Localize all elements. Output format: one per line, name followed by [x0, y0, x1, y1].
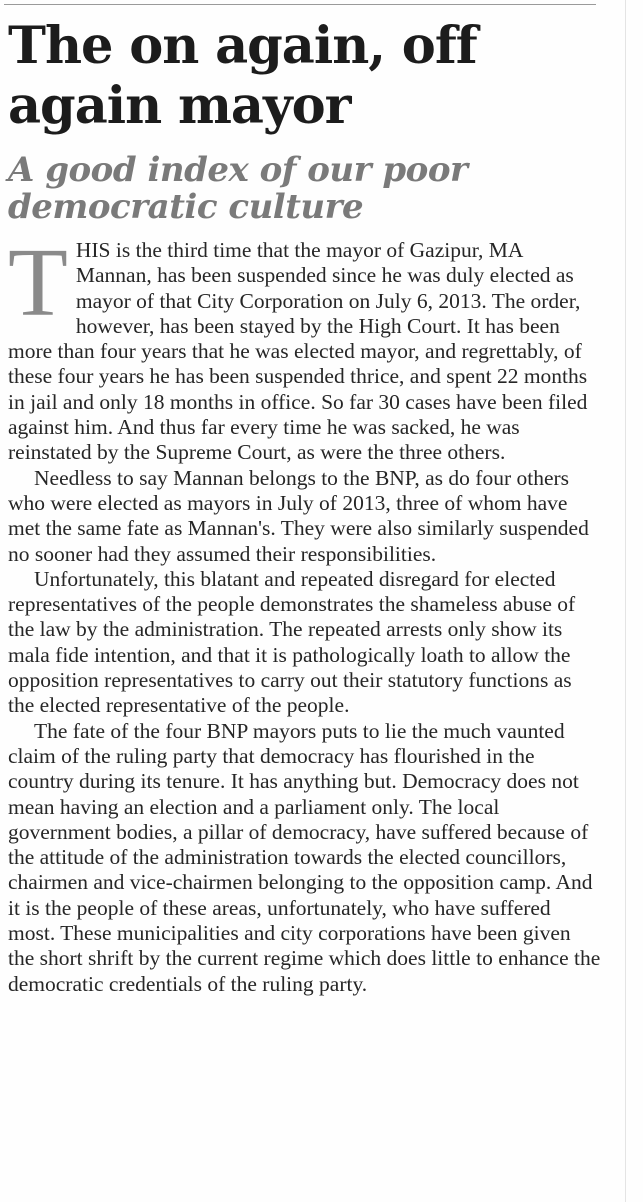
drop-cap-letter: T: [8, 229, 68, 337]
article-paragraph-1: [8, 229, 602, 466]
article-paragraph-4: The fate of the four BNP mayors puts to lie the much vaunted claim of the ruling party that democracy has flourished in the country during its tenure. It has anything but. Democracy does not mean having an election and a parliament only. The local government bodies, a pillar of democracy, have suffered because of the attitude of the administration towards the elected councillors, chairmen and vice-chairmen belonging to the opposition camp. And it is the people of these areas, unfortunately, who have suffered most. These municipalities and city corporations have been given the short shrift by the current regime which does little to enhance the democratic credentials of the ruling party.: [8, 718, 601, 996]
article-paragraph-3: Unfortunately, this blatant and repeated disregard for elected representatives of the people demonstrates the shameless abuse of the law by the administration. The repeated arrests only show its mala fide intention, and that it is pathologically loath to allow the opposition representatives to carry out their statutory functions as the elected representative of the people.: [8, 566, 576, 718]
column-edge-divider: [625, 0, 626, 1202]
article-paragraph-2: Needless to say Mannan belongs to the BNP, as do four others who were elected as mayors in July of 2013, three of whom have met the same fate as Mannan's. They were also similarly suspended no sooner had they assumed their responsibilities.: [8, 465, 589, 566]
article-subheadline: A good index of our poor democratic culture: [8, 150, 468, 227]
article-paragraph-1-text: HIS is the third time that the mayor of Gazipur, MA Mannan, has been suspended since he was duly elected as mayor of that City Corporation on July 6, 2013. The order, however, has been stayed by the High Court. It has been more than four years that he was elected mayor, and regrettably, of these four years he has been suspended thrice, and spent 22 months in jail and only 18 months in office. So far 30 cases have been filed against him. And thus far every time he was sacked, he was reinstated by the Supreme Court, as were the three others.: [8, 238, 588, 465]
article-body: [8, 229, 602, 997]
article-headline: The on again, off again mayor: [8, 16, 477, 136]
top-rule-divider: [4, 4, 596, 5]
